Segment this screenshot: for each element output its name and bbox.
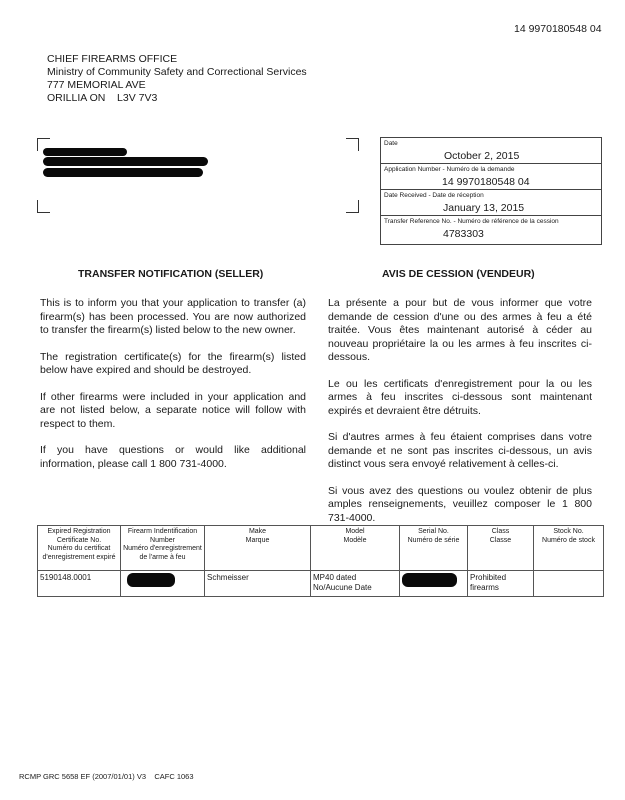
date-row bbox=[381, 138, 601, 164]
address-window-corner bbox=[346, 138, 359, 151]
sender-line-2: Ministry of Community Safety and Correctional Services bbox=[47, 66, 307, 78]
english-body bbox=[40, 297, 306, 471]
application-label: Application Number - Numéro de la demande bbox=[384, 166, 515, 173]
stock-cell bbox=[534, 571, 604, 597]
fin-cell bbox=[121, 571, 205, 597]
received-value: January 13, 2015 bbox=[443, 202, 525, 214]
transfer-label: Transfer Reference No. - Numéro de référence de la cession bbox=[384, 218, 559, 225]
english-paragraph: If you have questions or would like additional information, please call 1 800 731-4000. bbox=[40, 444, 306, 470]
transfer-value: 4783303 bbox=[443, 228, 484, 240]
redaction-mark bbox=[43, 157, 208, 166]
class-cell: Prohibited firearms bbox=[468, 571, 534, 597]
sender-line-1: CHIEF FIREARMS OFFICE bbox=[47, 53, 178, 65]
cert-cell: 5190148.0001 bbox=[38, 571, 121, 597]
info-box bbox=[380, 137, 602, 245]
make-cell: Schmeisser bbox=[205, 571, 311, 597]
sender-address bbox=[47, 53, 307, 105]
column-header-cert: Expired Registration Certificate No. Numéro du certificat d'enregistrement expiré bbox=[38, 526, 121, 571]
firearms-table bbox=[37, 525, 604, 597]
application-row bbox=[381, 164, 601, 190]
english-heading: TRANSFER NOTIFICATION (SELLER) bbox=[78, 268, 264, 280]
french-paragraph: La présente a pour but de vous informer que votre demande de cession d'une ou des armes à feu a été traitée. Vous êtes maintenant autorisé à céder au nouveau propriétaire la ou les armes à feu inscrites ci-dessous. bbox=[328, 297, 592, 363]
english-paragraph: If other firearms were included in your application and are not listed below, a separate notice will follow with respect to them. bbox=[40, 390, 306, 430]
french-heading: AVIS DE CESSION (VENDEUR) bbox=[382, 268, 535, 280]
received-row bbox=[381, 190, 601, 216]
column-header-stock: Stock No. Numéro de stock bbox=[534, 526, 604, 571]
address-window-corner bbox=[346, 200, 359, 213]
table-row bbox=[38, 571, 604, 597]
french-body bbox=[328, 297, 592, 525]
column-header-class: Class Classe bbox=[468, 526, 534, 571]
column-header-serial: Serial No. Numéro de série bbox=[400, 526, 468, 571]
french-paragraph: Le ou les certificats d'enregistrement pour la ou les armes à feu inscrites ci-dessous sont maintenant expirés et devraient être détruits. bbox=[328, 377, 592, 417]
received-label: Date Received - Date de réception bbox=[384, 192, 484, 199]
french-paragraph: Si d'autres armes à feu étaient comprises dans votre demande et ne sont pas inscrites ci-dessous, un avis distinct vous sera envoyé relativement à celles-ci. bbox=[328, 431, 592, 470]
top-reference-number: 14 9970180548 04 bbox=[514, 23, 602, 35]
address-window-corner bbox=[37, 200, 50, 213]
sender-line-4: ORILLIA ON L3V 7V3 bbox=[47, 92, 158, 104]
form-footer: RCMP GRC 5658 EF (2007/01/01) V3 CAFC 1063 bbox=[19, 772, 194, 781]
english-paragraph: This is to inform you that your application to transfer (a) firearm(s) has been processed. You are now authorized to transfer the firearm(s) listed below to the new owner. bbox=[40, 297, 306, 336]
column-header-model: Model Modèle bbox=[311, 526, 400, 571]
redaction-mark bbox=[43, 148, 127, 156]
redaction-mark bbox=[43, 168, 203, 177]
sender-line-3: 777 MEMORIAL AVE bbox=[47, 79, 146, 91]
column-header-fin: Firearm Indentification Number Numéro d'enregistrement de l'arme à feu bbox=[121, 526, 205, 571]
application-value: 14 9970180548 04 bbox=[442, 176, 530, 188]
column-header-make: Make Marque bbox=[205, 526, 311, 571]
redaction-mark bbox=[402, 573, 457, 587]
table-header-row bbox=[38, 526, 604, 571]
model-cell: MP40 dated No/Aucune Date bbox=[311, 571, 400, 597]
french-paragraph: Si vous avez des questions ou voulez obtenir de plus amples renseignements, veuillez composer le 1 800 731-4000. bbox=[328, 484, 592, 524]
english-paragraph: The registration certificate(s) for the firearm(s) listed below have expired and should be destroyed. bbox=[40, 350, 306, 376]
redaction-mark bbox=[127, 573, 175, 587]
date-label: Date bbox=[384, 140, 398, 147]
date-value: October 2, 2015 bbox=[444, 150, 520, 162]
transfer-row bbox=[381, 216, 601, 244]
serial-cell bbox=[400, 571, 468, 597]
